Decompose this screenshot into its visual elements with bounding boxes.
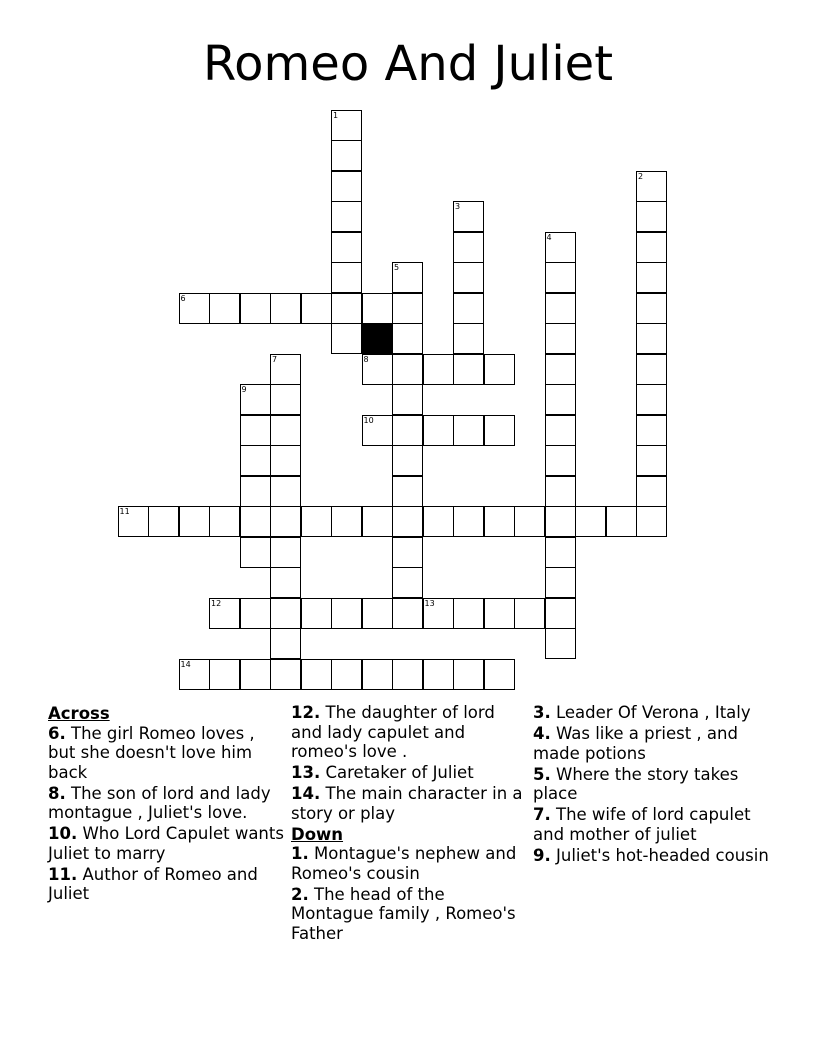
grid-cell[interactable]: [392, 598, 423, 629]
grid-cell[interactable]: [636, 476, 667, 507]
grid-cell[interactable]: [636, 323, 667, 354]
clue-number: 9: [241, 385, 247, 394]
across-clue-13: 13. Caretaker of Juliet: [291, 763, 474, 782]
grid-cell[interactable]: [453, 262, 484, 293]
clue-number: 7: [272, 354, 278, 364]
clue-number: 14: [180, 659, 191, 669]
grid-cell[interactable]: [148, 506, 179, 537]
clue-number: 5: [394, 263, 400, 272]
clues-column-1: [48, 703, 284, 905]
grid-cell[interactable]: [453, 598, 484, 629]
grid-cell[interactable]: [453, 659, 484, 690]
grid-cell[interactable]: [453, 506, 484, 537]
grid-cell[interactable]: [392, 262, 423, 293]
clue-number: 8: [363, 354, 369, 364]
grid-cell[interactable]: [362, 354, 393, 385]
clue-number: 6: [180, 293, 186, 303]
grid-cell[interactable]: [179, 506, 210, 537]
grid-cell[interactable]: [636, 506, 667, 537]
grid-cell[interactable]: [423, 415, 454, 446]
grid-cell[interactable]: [240, 415, 271, 446]
grid-cell[interactable]: [270, 659, 301, 690]
down-clue-9: 9. Juliet's hot-headed cousin: [533, 845, 769, 865]
clues-column-3: [533, 703, 769, 867]
grid-cell[interactable]: [270, 415, 301, 446]
grid-cell[interactable]: [331, 110, 362, 141]
grid-cell[interactable]: [484, 506, 515, 537]
clue-number: 10: [363, 415, 374, 425]
grid-cell[interactable]: [331, 201, 362, 232]
grid-cell[interactable]: [240, 445, 271, 476]
across-clue-6: 6. The girl Romeo loves , but she doesn't love him back: [48, 723, 255, 782]
grid-cell[interactable]: [331, 598, 362, 629]
grid-cell[interactable]: [179, 659, 210, 690]
down-clue-1: 1. Montague's nephew and Romeo's cousin: [291, 844, 517, 883]
grid-cell[interactable]: [270, 384, 301, 415]
grid-cell[interactable]: [545, 232, 576, 263]
clue-number: 3: [455, 202, 461, 211]
grid-cell[interactable]: [331, 506, 362, 537]
grid-cell[interactable]: [362, 293, 393, 324]
grid-cell[interactable]: [392, 537, 423, 568]
grid-cell[interactable]: [270, 354, 301, 385]
down-clue-3: 3. Leader Of Verona , Italy: [533, 703, 751, 722]
grid-cell[interactable]: [270, 293, 301, 324]
grid-cell[interactable]: [453, 201, 484, 232]
across-clue-10: 10. Who Lord Capulet wants Juliet to marry: [48, 824, 284, 863]
grid-cell[interactable]: [636, 354, 667, 385]
down-clue-2: 2. The head of the Montague family , Romeo's Father: [291, 884, 516, 943]
grid-cell[interactable]: [362, 415, 393, 446]
grid-cell[interactable]: [453, 415, 484, 446]
grid-cell[interactable]: [301, 659, 332, 690]
grid-cell[interactable]: [392, 354, 423, 385]
grid-cell[interactable]: [453, 232, 484, 263]
grid-cell[interactable]: [545, 262, 576, 293]
grid-cell[interactable]: [453, 323, 484, 354]
grid-cell[interactable]: [453, 354, 484, 385]
grid-cell[interactable]: [392, 323, 423, 354]
grid-cell[interactable]: [636, 262, 667, 293]
grid-cell[interactable]: [636, 445, 667, 476]
clue-number: 2: [638, 171, 644, 181]
grid-cell[interactable]: [545, 323, 576, 354]
grid-cell[interactable]: [331, 140, 362, 171]
grid-cell[interactable]: [301, 598, 332, 629]
grid-cell[interactable]: [636, 201, 667, 232]
grid-cell[interactable]: [636, 415, 667, 446]
grid-cell[interactable]: [423, 354, 454, 385]
grid-cell[interactable]: [270, 628, 301, 659]
grid-cell[interactable]: [240, 506, 271, 537]
grid-cell[interactable]: [545, 628, 576, 659]
grid-cell[interactable]: [331, 262, 362, 293]
grid-cell[interactable]: [545, 567, 576, 598]
grid-cell[interactable]: [636, 293, 667, 324]
grid-cell[interactable]: [423, 659, 454, 690]
grid-cell[interactable]: [209, 506, 240, 537]
grid-cell[interactable]: [545, 598, 576, 629]
across-clue-11: 11. Author of Romeo and Juliet: [48, 864, 258, 903]
grid-cell[interactable]: [545, 354, 576, 385]
grid-cell[interactable]: [301, 506, 332, 537]
grid-cell[interactable]: [606, 506, 637, 537]
grid-cell[interactable]: [209, 659, 240, 690]
grid-cell[interactable]: [392, 445, 423, 476]
grid-cell[interactable]: [331, 293, 362, 324]
grid-cell[interactable]: [636, 171, 667, 202]
grid-cell[interactable]: [545, 537, 576, 568]
grid-cell[interactable]: [575, 506, 606, 537]
puzzle-title: Romeo And Juliet: [202, 36, 614, 92]
down-clue-7: 7. The wife of lord capulet and mother of juliet: [533, 805, 751, 844]
grid-cell[interactable]: [362, 598, 393, 629]
grid-cell[interactable]: [209, 293, 240, 324]
grid-cell[interactable]: [392, 506, 423, 537]
grid-cell[interactable]: [392, 659, 423, 690]
clue-number: 1: [333, 110, 339, 120]
grid-cell[interactable]: [392, 476, 423, 507]
down-heading: Down: [291, 824, 344, 844]
across-heading: Across: [48, 704, 110, 723]
clues-column-2: [291, 703, 527, 945]
grid-cell[interactable]: [301, 293, 332, 324]
clue-number: 12: [211, 598, 222, 608]
grid-cell[interactable]: [270, 476, 301, 507]
grid-cell[interactable]: [331, 232, 362, 263]
grid-cell[interactable]: [240, 384, 271, 415]
grid-cell[interactable]: [118, 506, 149, 537]
block-cell: [362, 323, 393, 354]
grid-cell[interactable]: [636, 384, 667, 415]
grid-cell[interactable]: [240, 659, 271, 690]
grid-cell[interactable]: [179, 293, 210, 324]
grid-cell[interactable]: [240, 293, 271, 324]
across-clue-12: 12. The daughter of lord and lady capulet and romeo's love .: [291, 703, 495, 761]
grid-cell[interactable]: [484, 354, 515, 385]
grid-cell[interactable]: [331, 323, 362, 354]
grid-cell[interactable]: [331, 171, 362, 202]
clue-number: 11: [119, 507, 130, 516]
grid-cell[interactable]: [362, 506, 393, 537]
grid-cell[interactable]: [514, 506, 545, 537]
grid-cell[interactable]: [392, 415, 423, 446]
grid-cell[interactable]: [270, 598, 301, 629]
grid-cell[interactable]: [484, 659, 515, 690]
across-clue-14: 14. The main character in a story or play: [291, 784, 523, 823]
grid-cell[interactable]: [453, 293, 484, 324]
grid-cell[interactable]: [484, 415, 515, 446]
grid-cell[interactable]: [545, 445, 576, 476]
grid-cell[interactable]: [545, 384, 576, 415]
grid-cell[interactable]: [392, 567, 423, 598]
grid-cell[interactable]: [392, 384, 423, 415]
grid-cell[interactable]: [423, 506, 454, 537]
down-clue-4: 4. Was like a priest , and made potions: [533, 724, 738, 763]
grid-cell[interactable]: [545, 476, 576, 507]
across-clue-8: 8. The son of lord and lady montague , Juliet's love.: [48, 783, 271, 822]
grid-cell[interactable]: [545, 293, 576, 324]
clue-number: 4: [546, 232, 552, 242]
clue-number: 13: [424, 598, 435, 608]
grid-cell[interactable]: [636, 232, 667, 263]
grid-cell[interactable]: [331, 659, 362, 690]
grid-cell[interactable]: [545, 415, 576, 446]
grid-cell[interactable]: [240, 476, 271, 507]
grid-cell[interactable]: [545, 506, 576, 537]
grid-cell[interactable]: [392, 293, 423, 324]
grid-cell[interactable]: [484, 598, 515, 629]
grid-cell[interactable]: [270, 537, 301, 568]
grid-cell[interactable]: [240, 537, 271, 568]
grid-cell[interactable]: [362, 659, 393, 690]
grid-cell[interactable]: [423, 598, 454, 629]
grid-cell[interactable]: [514, 598, 545, 629]
grid-cell[interactable]: [270, 506, 301, 537]
grid-cell[interactable]: [240, 598, 271, 629]
grid-cell[interactable]: [270, 445, 301, 476]
grid-cell[interactable]: [270, 567, 301, 598]
down-clue-5: 5. Where the story takes place: [533, 764, 739, 803]
grid-cell[interactable]: [209, 598, 240, 629]
